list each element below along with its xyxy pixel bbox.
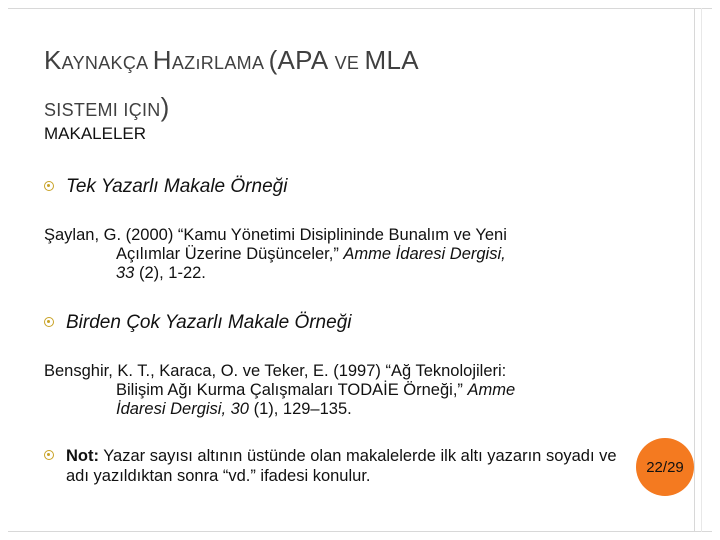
bullet-icon xyxy=(44,317,54,327)
top-border xyxy=(8,8,712,9)
note-paragraph: Not: Yazar sayısı altının üstünde olan makalelerde ilk altı yazarın soyadı ve adı yazıldıktan sonra “vd.” ifadesi konulur. xyxy=(44,446,624,486)
bottom-border xyxy=(8,531,712,532)
bullet-icon xyxy=(44,450,54,460)
bullet-multi-author: Birden Çok Yazarlı Makale Örneği xyxy=(44,312,351,334)
page-number-badge: 22/29 xyxy=(636,438,694,496)
reference-multi-author: Bensghir, K. T., Karaca, O. ve Teker, E. (1997) “Ağ Teknolojileri: Bilişim Ağı Kurma Çalışmaları TODAİE Örneği,” Amme İdaresi Dergisi, 30 (1), 129–135. xyxy=(44,362,516,418)
section-heading: MAKALELER xyxy=(44,124,147,143)
right-border-thin xyxy=(701,8,702,532)
slide-title: KAYNAKÇA HAZıRLAMA (APA VE MLA SISTEMI IÇIN) xyxy=(44,45,419,122)
bullet-icon xyxy=(44,181,54,191)
right-border xyxy=(694,8,695,532)
reference-single-author: Şaylan, G. (2000) “Kamu Yönetimi Disiplininde Bunalım ve Yeni Açılımlar Üzerine Düşünceler,” Amme İdaresi Dergisi, 33 (2), 1-22. xyxy=(44,226,507,282)
bullet-single-author: Tek Yazarlı Makale Örneği xyxy=(44,176,287,198)
